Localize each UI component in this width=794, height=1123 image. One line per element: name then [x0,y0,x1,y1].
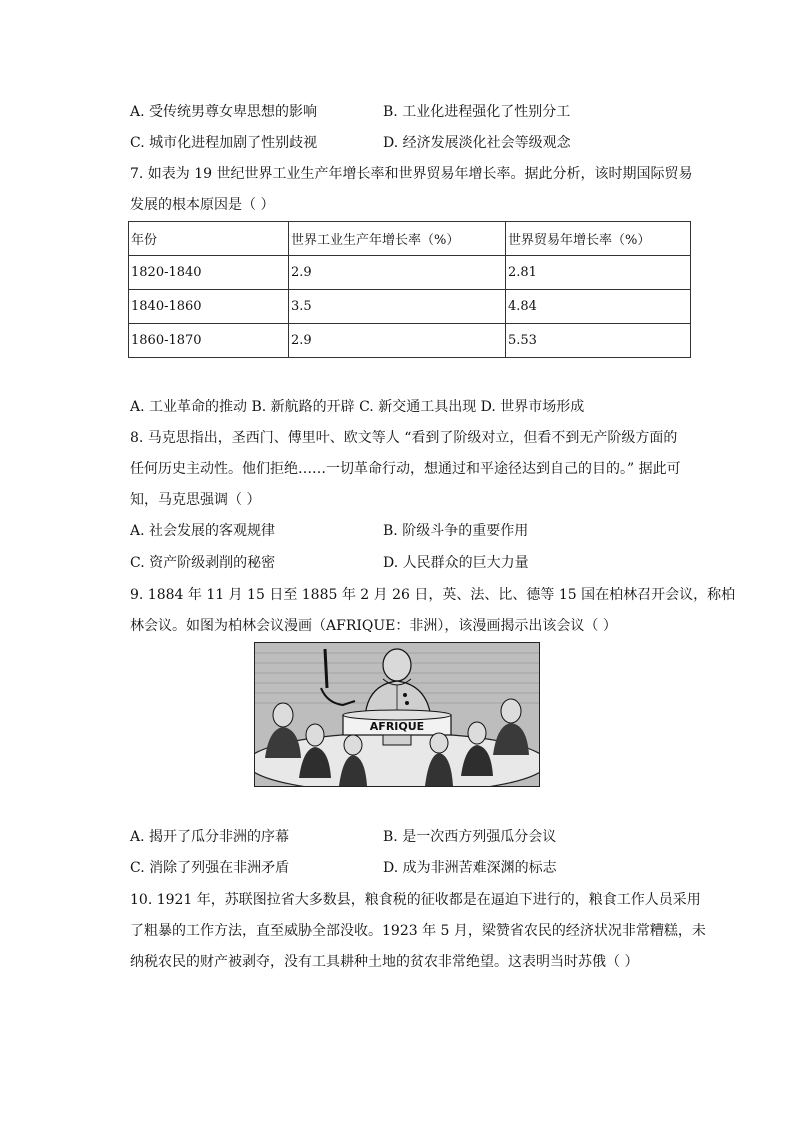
table-header-row [129,222,691,256]
q9-option-a: A. 揭开了瓜分非洲的序幕 [130,829,290,845]
q8-option-c: C. 资产阶级剥削的秘密 [130,555,276,571]
table-row [129,290,691,324]
q7-options: A. 工业革命的推动 B. 新航路的开辟 C. 新交通工具出现 D. 世界市场形成 [130,399,585,415]
table-header-cell: 世界工业生产年增长率（%） [289,222,506,256]
q10-stem-line3: 纳税农民的财产被剥夺，没有工具耕种土地的贫农非常绝望。这表明当时苏俄（ ） [130,954,639,970]
table-cell: 4.84 [506,290,691,324]
q6-option-b: B. 工业化进程强化了性别分工 [383,104,571,120]
q7-stem-line1: 7. 如表为 19 世纪世界工业生产年增长率和世界贸易年增长率。据此分析，该时期国际贸易 [130,166,693,182]
table-cell: 1820-1840 [129,256,289,290]
table-cell: 3.5 [289,290,506,324]
q9-option-d: D. 成为非洲苦难深渊的标志 [383,860,557,876]
q10-stem-line1: 10. 1921 年，苏联图拉省大多数县，粮食税的征收都是在逼迫下进行的，粮食工作人员采用 [130,892,701,908]
q8-option-d: D. 人民群众的巨大力量 [383,555,529,571]
table-header-cell: 世界贸易年增长率（%） [506,222,691,256]
q6-option-c: C. 城市化进程加剧了性别歧视 [130,135,318,151]
q8-option-b: B. 阶级斗争的重要作用 [383,523,529,539]
table-cell: 2.81 [506,256,691,290]
table-cell: 2.9 [289,324,506,358]
q9-option-b: B. 是一次西方列强瓜分会议 [383,829,557,845]
q8-stem-line3: 知，马克思强调（ ） [130,492,261,508]
q8-option-a: A. 社会发展的客观规律 [130,523,276,539]
berlin-conference-cartoon [254,642,540,787]
q7-stem-line2: 发展的根本原因是（ ） [130,197,275,213]
q9-stem-line2: 林会议。如图为柏林会议漫画（AFRIQUE：非洲），该漫画揭示出该会议（ ） [130,618,617,634]
table-cell: 2.9 [289,256,506,290]
q8-stem-line2: 任何历史主动性。他们拒绝……一切革命行动，想通过和平途径达到自己的目的。” 据此可 [130,461,681,477]
q9-option-c: C. 消除了列强在非洲矛盾 [130,860,290,876]
table-cell: 1840-1860 [129,290,289,324]
table-row [129,324,691,358]
table-header-cell: 年份 [129,222,289,256]
table-cell: 1860-1870 [129,324,289,358]
cake-label: AFRIQUE [369,720,425,733]
table-cell: 5.53 [506,324,691,358]
q6-option-d: D. 经济发展淡化社会等级观念 [383,135,571,151]
q8-stem-line1: 8. 马克思指出，圣西门、傅里叶、欧文等人 “看到了阶级对立，但看不到无产阶级方面的 [130,430,678,446]
table-row [129,256,691,290]
q9-stem-line1: 9. 1884 年 11 月 15 日至 1885 年 2 月 26 日，英、法、比、德等 15 国在柏林召开会议，称柏 [130,587,736,603]
q10-stem-line2: 了粗暴的工作方法，直至威胁全部没收。1923 年 5 月，梁赞省农民的经济状况非常糟糕，未 [130,923,706,939]
q7-data-table [128,221,691,358]
q6-option-a: A. 受传统男尊女卑思想的影响 [130,104,318,120]
